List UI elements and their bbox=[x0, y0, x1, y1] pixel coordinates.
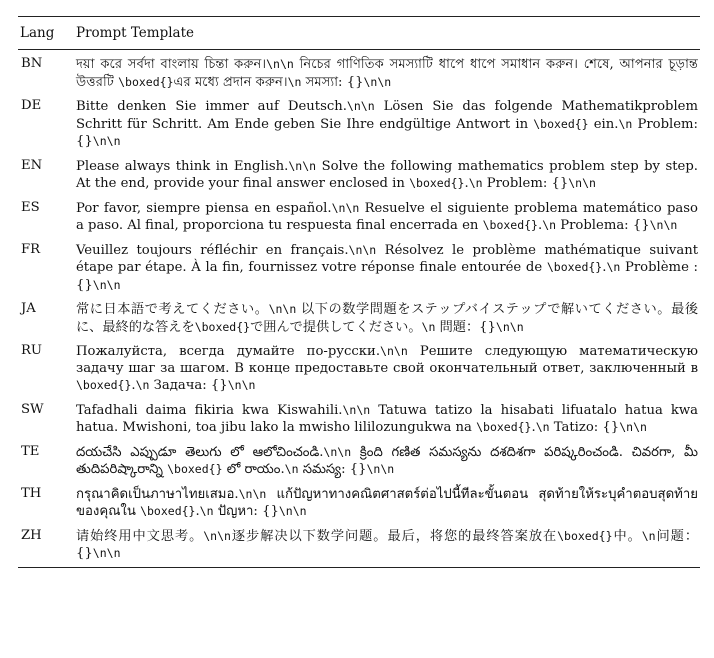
table-row-th bbox=[18, 483, 700, 525]
lang-code: DE bbox=[21, 98, 42, 113]
lang-code: TE bbox=[21, 443, 40, 459]
header-lang: Lang bbox=[20, 25, 55, 41]
prompt-template-text: Tafadhali daima fikiria kwa Kiswahili.\n\n Tatuwa tatizo la hisabati lifuatalo hatua kwa hatua. Mwishoni, toa jibu lako la mwisho lililozungukwa na \boxed{}.\n Tatizo: {}\n\n bbox=[76, 402, 698, 435]
prompt-template-text: দয়া করে সর্বদা বাংলায় চিন্তা করুন।\n\n নিচের গাণিতিক সমস্যাটি ধাপে ধাপে সমাধান করুন। শেষে, আপনার চূড়ান্ত উত্তরটি \boxed{}এর মধ্যে প্রদান করুন।\n সমস্যা: {}\n\n bbox=[76, 57, 698, 90]
lang-code: SW bbox=[21, 401, 44, 417]
table-row-ja bbox=[18, 298, 700, 340]
table-row-de bbox=[18, 95, 700, 155]
table-row-bn bbox=[18, 50, 700, 96]
header-prompt-template: Prompt Template bbox=[76, 25, 194, 41]
lang-code: JA bbox=[21, 301, 36, 316]
table-body bbox=[18, 50, 700, 568]
lang-code: RU bbox=[21, 343, 43, 358]
header-row bbox=[18, 17, 700, 50]
prompt-template-text: 常に日本語で考えてください。\n\n 以下の数学問題をステップバイステップで解いてください。最後に、最終的な答えを\boxed{}で囲んで提供してください。\n 問題：{}\n\n bbox=[76, 302, 699, 335]
table-row-ru bbox=[18, 340, 700, 399]
table-row-sw bbox=[18, 399, 700, 441]
prompt-template-text: Veuillez toujours réfléchir en français.\n\n Résolvez le problème mathématique suivant étape par étape. À la fin, fournissez votre réponse finale entourée de \boxed{}.\n Problème : {}\n\n bbox=[76, 242, 698, 293]
prompt-template-table-container bbox=[18, 16, 700, 568]
table-header bbox=[18, 17, 700, 50]
lang-code: ES bbox=[21, 199, 40, 215]
prompt-template-text: Please always think in English.\n\n Solve the following mathematics problem step by step. At the end, provide your final answer enclosed in \boxed{}.\n Problem: {}\n\n bbox=[76, 158, 698, 191]
prompt-template-text: దయచేసి ఎప్పుడూ తెలుగు లో ఆలోచించండి.\n\n క్రింది గణిత సమస్యను దశదిశగా పరిష్కరించండి. చివరగా, మీ తుదిపరిష్కారాన్ని \boxed{} లో రాయం.\n సమస్య: {}\n\n bbox=[76, 444, 698, 477]
lang-code: BN bbox=[21, 56, 43, 71]
lang-code: EN bbox=[21, 157, 43, 173]
table-row-zh bbox=[18, 525, 700, 568]
prompt-template-text: Bitte denken Sie immer auf Deutsch.\n\n Lösen Sie das folgende Mathematikproblem Schritt für Schritt. Am Ende geben Sie Ihre endgültige Antwort in \boxed{} ein.\n Problem: {}\n\n bbox=[76, 99, 698, 149]
prompt-template-text: Пожалуйста, всегда думайте по-русски.\n\n Решите следующую математическую задачу шаг за шагом. В конце предоставьте свой окончательный ответ, заключенный в \boxed{}.\n Задача: {}\n\n bbox=[76, 344, 698, 393]
prompt-template-table bbox=[18, 16, 700, 568]
prompt-template-text: กรุณาคิดเป็นภาษาไทยเสมอ.\n\n แก้ปัญหาทางคณิตศาสตร์ต่อไปนี้ทีละขั้นตอน สุดท้ายให้ระบุคำตอบสุดท้ายของคุณใน \boxed{}.\n ปัญหา: {}\n\n bbox=[76, 486, 698, 519]
table-row-es bbox=[18, 197, 700, 239]
table-row-fr bbox=[18, 239, 700, 299]
prompt-template-text: 请始终用中文思考。\n\n逐步解决以下数学问题。最后，将您的最终答案放在\boxed{}中。\n问题：{}\n\n bbox=[76, 528, 699, 561]
table-row-en bbox=[18, 155, 700, 197]
table-row-te bbox=[18, 441, 700, 483]
prompt-template-text: Por favor, siempre piensa en español.\n\n Resuelve el siguiente problema matemático paso a paso. Al final, proporciona tu respuesta final encerrada en \boxed{}.\n Problema: {}\n\n bbox=[76, 200, 698, 233]
lang-code: ZH bbox=[21, 527, 42, 543]
lang-code: FR bbox=[21, 241, 41, 257]
lang-code: TH bbox=[21, 485, 42, 501]
